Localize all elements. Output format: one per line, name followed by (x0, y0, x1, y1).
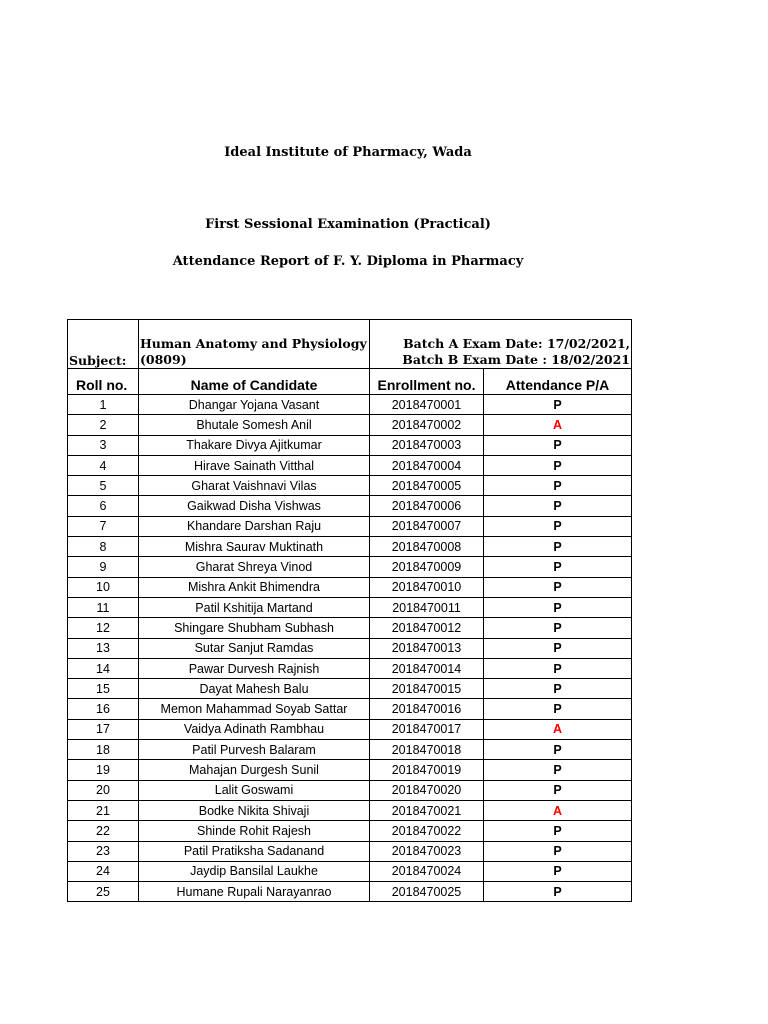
enrollment-number-cell: 2018470021 (370, 800, 484, 820)
subject-label: Subject: (68, 320, 139, 369)
roll-number-cell: 9 (68, 557, 139, 577)
enrollment-number-cell: 2018470013 (370, 638, 484, 658)
enrollment-number-cell: 2018470016 (370, 699, 484, 719)
attendance-status-cell: P (484, 760, 632, 780)
enrollment-number-cell: 2018470008 (370, 537, 484, 557)
candidate-name-cell: Bhutale Somesh Anil (139, 415, 370, 435)
roll-number-cell: 14 (68, 658, 139, 678)
enrollment-number-cell: 2018470024 (370, 861, 484, 881)
roll-number-cell: 19 (68, 760, 139, 780)
enrollment-number-cell: 2018470006 (370, 496, 484, 516)
roll-number-cell: 11 (68, 597, 139, 617)
roll-number-cell: 21 (68, 800, 139, 820)
enrollment-number-cell: 2018470002 (370, 415, 484, 435)
attendance-status-cell: P (484, 537, 632, 557)
attendance-status-cell: P (484, 618, 632, 638)
attendance-status-cell: P (484, 395, 632, 415)
candidate-name-cell: Jaydip Bansilal Laukhe (139, 861, 370, 881)
roll-number-cell: 7 (68, 516, 139, 536)
attendance-header: Attendance P/A (484, 369, 632, 395)
table-row (68, 821, 632, 841)
attendance-status-cell: P (484, 496, 632, 516)
candidate-name-cell: Mishra Ankit Bhimendra (139, 577, 370, 597)
roll-number-cell: 6 (68, 496, 139, 516)
enrollment-number-cell: 2018470015 (370, 679, 484, 699)
batch-b-date: Batch B Exam Date : 18/02/2021 (402, 352, 631, 367)
enrollment-number-cell: 2018470020 (370, 780, 484, 800)
candidate-name-cell: Gharat Vaishnavi Vilas (139, 476, 370, 496)
table-row (68, 800, 632, 820)
roll-number-cell: 24 (68, 861, 139, 881)
attendance-status-cell: P (484, 435, 632, 455)
table-row (68, 435, 632, 455)
roll-number-cell: 2 (68, 415, 139, 435)
attendance-status-cell: A (484, 719, 632, 739)
candidate-name-cell: Humane Rupali Narayanrao (139, 882, 370, 902)
batch-a-date: Batch A Exam Date: 17/02/2021, (403, 336, 631, 351)
attendance-status-cell: P (484, 516, 632, 536)
table-row (68, 516, 632, 536)
report-title: Attendance Report of F. Y. Diploma in Pharmacy (172, 254, 524, 269)
enrollment-number-cell: 2018470019 (370, 760, 484, 780)
roll-number-cell: 13 (68, 638, 139, 658)
roll-number-cell: 25 (68, 882, 139, 902)
roll-number-cell: 8 (68, 537, 139, 557)
roll-number-cell: 18 (68, 740, 139, 760)
roll-number-cell: 12 (68, 618, 139, 638)
enrollment-number-cell: 2018470014 (370, 658, 484, 678)
enrollment-number-cell: 2018470012 (370, 618, 484, 638)
roll-number-cell: 3 (68, 435, 139, 455)
roll-number-cell: 20 (68, 780, 139, 800)
attendance-status-cell: P (484, 557, 632, 577)
roll-number-cell: 23 (68, 841, 139, 861)
candidate-name-cell: Patil Kshitija Martand (139, 597, 370, 617)
subject-row (68, 320, 632, 369)
attendance-status-cell: P (484, 658, 632, 678)
attendance-status-cell: P (484, 821, 632, 841)
table-row (68, 455, 632, 475)
candidate-name-cell: Hirave Sainath Vitthal (139, 455, 370, 475)
attendance-status-cell: A (484, 800, 632, 820)
enrollment-number-cell: 2018470022 (370, 821, 484, 841)
enrollment-number-cell: 2018470007 (370, 516, 484, 536)
subject-value: Human Anatomy and Physiology (0809) (139, 320, 370, 369)
roll-number-cell: 22 (68, 821, 139, 841)
enrollment-number-cell: 2018470025 (370, 882, 484, 902)
roll-number-cell: 17 (68, 719, 139, 739)
roll-number-cell: 15 (68, 679, 139, 699)
candidate-name-cell: Gaikwad Disha Vishwas (139, 496, 370, 516)
enrollment-number-cell: 2018470010 (370, 577, 484, 597)
roll-number-cell: 16 (68, 699, 139, 719)
roll-number-cell: 10 (68, 577, 139, 597)
roll-number-cell: 1 (68, 395, 139, 415)
batch-dates (370, 320, 632, 369)
candidate-name-cell: Patil Purvesh Balaram (139, 740, 370, 760)
exam-title: First Sessional Examination (Practical) (205, 217, 491, 232)
table-row (68, 679, 632, 699)
enrollment-number-cell: 2018470011 (370, 597, 484, 617)
attendance-status-cell: P (484, 841, 632, 861)
attendance-status-cell: P (484, 740, 632, 760)
table-row (68, 658, 632, 678)
attendance-status-cell: P (484, 882, 632, 902)
enrollment-number-cell: 2018470001 (370, 395, 484, 415)
candidate-name-cell: Khandare Darshan Raju (139, 516, 370, 536)
attendance-status-cell: P (484, 861, 632, 881)
attendance-status-cell: P (484, 699, 632, 719)
table-row (68, 597, 632, 617)
candidate-name-cell: Pawar Durvesh Rajnish (139, 658, 370, 678)
candidate-name-cell: Patil Pratiksha Sadanand (139, 841, 370, 861)
roll-number-cell: 5 (68, 476, 139, 496)
table-row (68, 577, 632, 597)
candidate-name-cell: Dayat Mahesh Balu (139, 679, 370, 699)
attendance-status-cell: P (484, 455, 632, 475)
candidate-name-cell: Sutar Sanjut Ramdas (139, 638, 370, 658)
candidate-name-cell: Shingare Shubham Subhash (139, 618, 370, 638)
table-row (68, 415, 632, 435)
table-row (68, 861, 632, 881)
column-header-row (68, 369, 632, 395)
roll-number-cell: 4 (68, 455, 139, 475)
table-row (68, 476, 632, 496)
table-row (68, 760, 632, 780)
attendance-status-cell: P (484, 638, 632, 658)
table-row (68, 719, 632, 739)
candidate-name-cell: Vaidya Adinath Rambhau (139, 719, 370, 739)
table-row (68, 882, 632, 902)
candidate-name-cell: Bodke Nikita Shivaji (139, 800, 370, 820)
candidate-name-cell: Mahajan Durgesh Sunil (139, 760, 370, 780)
attendance-status-cell: P (484, 679, 632, 699)
candidate-name-cell: Shinde Rohit Rajesh (139, 821, 370, 841)
candidate-name-cell: Dhangar Yojana Vasant (139, 395, 370, 415)
enrollment-number-cell: 2018470018 (370, 740, 484, 760)
table-row (68, 740, 632, 760)
attendance-status-cell: P (484, 780, 632, 800)
institute-title: Ideal Institute of Pharmacy, Wada (224, 145, 472, 160)
attendance-status-cell: A (484, 415, 632, 435)
roll-header: Roll no. (68, 369, 139, 395)
table-row (68, 780, 632, 800)
table-row (68, 395, 632, 415)
enrollment-number-cell: 2018470003 (370, 435, 484, 455)
table-row (68, 618, 632, 638)
attendance-status-cell: P (484, 597, 632, 617)
name-header: Name of Candidate (139, 369, 370, 395)
table-row (68, 638, 632, 658)
table-row (68, 841, 632, 861)
enrollment-number-cell: 2018470023 (370, 841, 484, 861)
table-row (68, 496, 632, 516)
candidate-name-cell: Memon Mahammad Soyab Sattar (139, 699, 370, 719)
table-row (68, 537, 632, 557)
candidate-name-cell: Mishra Saurav Muktinath (139, 537, 370, 557)
attendance-status-cell: P (484, 476, 632, 496)
attendance-status-cell: P (484, 577, 632, 597)
candidate-name-cell: Gharat Shreya Vinod (139, 557, 370, 577)
enrollment-header: Enrollment no. (370, 369, 484, 395)
enrollment-number-cell: 2018470004 (370, 455, 484, 475)
enrollment-number-cell: 2018470017 (370, 719, 484, 739)
candidate-name-cell: Lalit Goswami (139, 780, 370, 800)
enrollment-number-cell: 2018470005 (370, 476, 484, 496)
enrollment-number-cell: 2018470009 (370, 557, 484, 577)
table-row (68, 557, 632, 577)
attendance-table (67, 319, 632, 902)
table-row (68, 699, 632, 719)
candidate-name-cell: Thakare Divya Ajitkumar (139, 435, 370, 455)
